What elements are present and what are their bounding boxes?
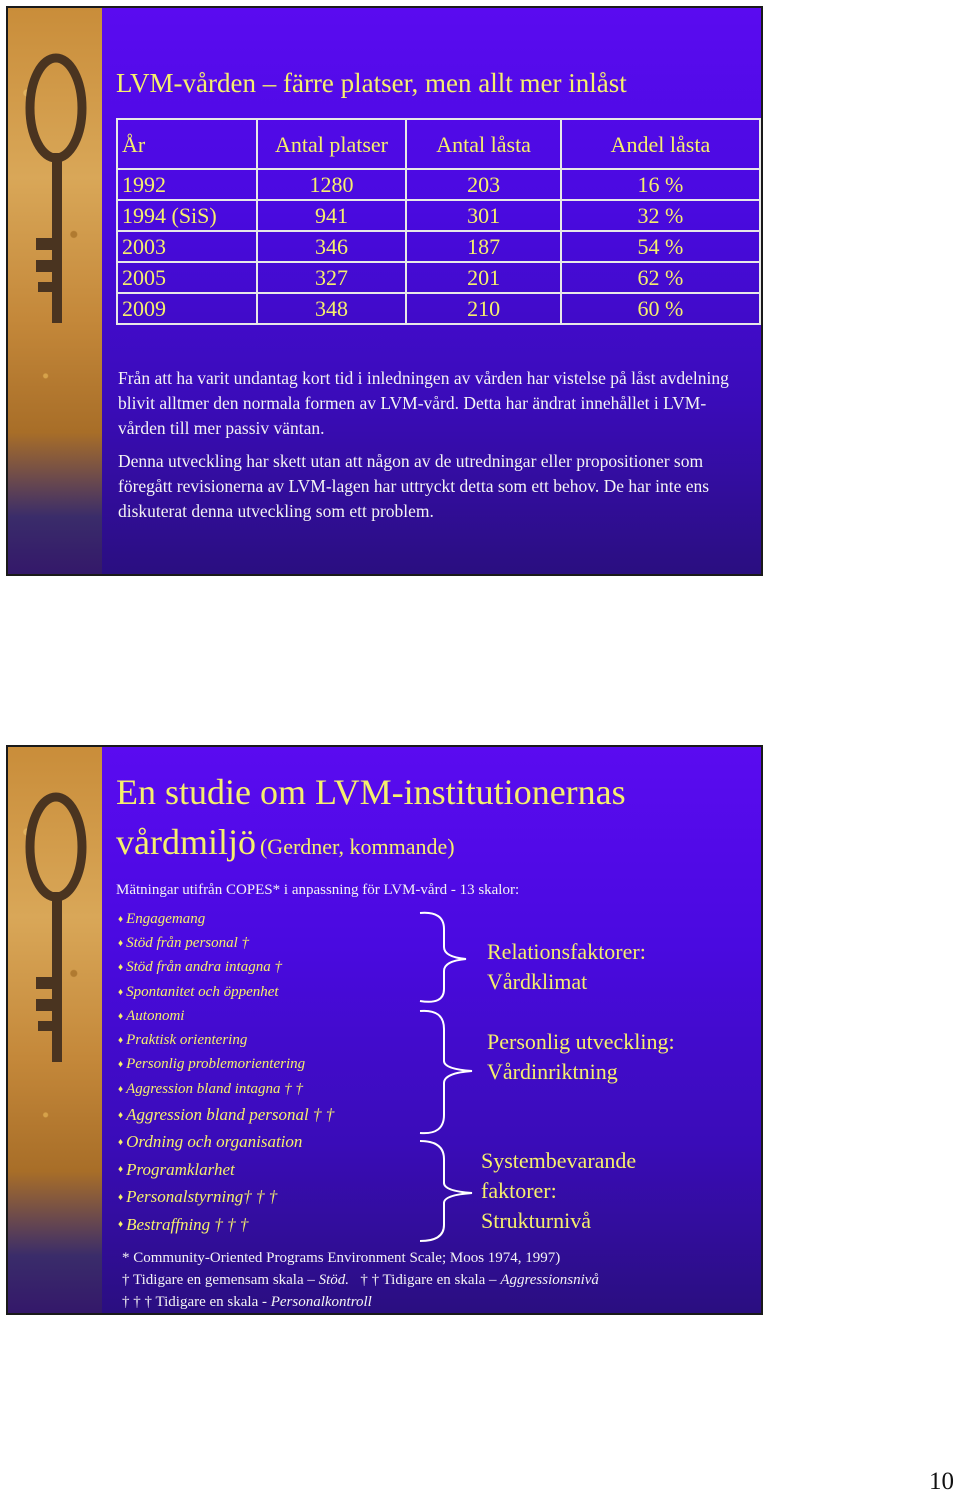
diamond-bullet-icon: ♦ [118,913,124,925]
table-row [117,169,760,200]
cell-share: 54 % [561,231,760,262]
scale-label: Ordning och organisation [126,1132,303,1152]
group-relational [487,937,646,997]
footnote-copes: * Community-Oriented Programs Environment Scale; Moos 1974, 1997) [122,1250,561,1266]
scale-label: Autonomi [126,1007,185,1024]
diamond-bullet-icon: ♦ [118,1136,124,1148]
scale-label: Stöd från andra intagna † [126,959,282,976]
diamond-bullet-icon: ♦ [118,1164,124,1176]
scale-label: Bestraffning † † † [126,1214,249,1234]
curly-brace-icon [416,907,476,1007]
group-system-maintenance [481,1146,636,1236]
cell-year: 2009 [117,293,257,324]
diamond-bullet-icon: ♦ [118,937,124,949]
curly-brace-icon [416,1137,476,1247]
list-item [118,956,334,980]
cell-year: 2005 [117,262,257,293]
scale-label: Personlig problemorientering [126,1056,306,1073]
footnotes [122,1247,599,1313]
paragraph-locked-care: Från att ha varit undantag kort tid i inledningen av vården har vistelse på låst avdelning blivit alltmer den normala formen av LVM-vård. Detta har ändrat innehållet i LVM-vården till mer passiv väntan. [118,368,729,438]
footnote-italic: Aggressionsnivå [500,1272,599,1288]
diamond-bullet-icon: ♦ [118,986,124,998]
table-row [117,293,760,324]
footnote-dagger-3 [122,1291,599,1313]
scale-label: Programklarhet [126,1159,235,1179]
footnote-italic: Stöd. [318,1272,350,1288]
placements-table [116,118,761,325]
diamond-bullet-icon: ♦ [118,1109,124,1121]
scale-label: Personalstyrning† † † [126,1187,278,1207]
list-item [118,907,334,931]
cell-locked: 203 [406,169,561,200]
group-label: faktorer: [481,1178,557,1203]
list-item [118,1101,334,1128]
header-year: År [117,119,257,169]
footnote-text: † Tidigare en gemensam skala – [122,1272,319,1288]
cell-year: 1994 (SiS) [117,200,257,231]
diamond-bullet-icon: ♦ [118,1191,124,1203]
cell-places: 346 [257,231,407,262]
diamond-bullet-icon: ♦ [118,1035,124,1047]
curly-brace-icon [416,1005,476,1140]
scale-label: Stöd från personal † [126,934,250,951]
diamond-bullet-icon: ♦ [118,1219,124,1231]
footnote-text: † † Tidigare en skala – [360,1272,501,1288]
cell-locked: 210 [406,293,561,324]
key-image-strip [8,747,102,1313]
scale-label: Engagemang [126,910,206,927]
table-row [117,262,760,293]
footnote-dagger-1 [122,1269,599,1291]
scale-label: Aggression bland personal † † [126,1105,335,1125]
list-item [118,931,334,955]
list-item [118,980,334,1004]
scale-label: Praktisk orientering [126,1032,248,1049]
slide-2-title [116,767,626,875]
group-label: Vårdinriktning [487,1059,618,1084]
cell-locked: 301 [406,200,561,231]
group-label: Vårdklimat [487,969,588,994]
cell-places: 348 [257,293,407,324]
cell-locked: 201 [406,262,561,293]
scale-label: Aggression bland intagna † † [126,1080,304,1097]
slide-2 [6,745,763,1315]
cell-places: 1280 [257,169,407,200]
group-label: Strukturnivå [481,1208,591,1233]
group-personal-development [487,1027,675,1087]
slide-1-title: LVM-vården – färre platser, men allt mer inlåst [116,68,627,98]
footnote-text: † † † Tidigare en skala - [122,1294,271,1310]
list-item [118,1053,334,1077]
cell-share: 16 % [561,169,760,200]
slide-1 [6,6,763,576]
cell-locked: 187 [406,231,561,262]
cell-year: 2003 [117,231,257,262]
key-icon [8,8,102,576]
cell-year: 1992 [117,169,257,200]
diamond-bullet-icon: ♦ [118,1059,124,1071]
page-number: 10 [929,1468,954,1495]
cell-share: 62 % [561,262,760,293]
list-item [118,1184,334,1211]
diamond-bullet-icon: ♦ [118,962,124,974]
key-image-strip [8,8,102,574]
cell-places: 327 [257,262,407,293]
list-item [118,1211,334,1238]
list-item [118,1077,334,1101]
scale-list [118,907,334,1238]
cell-places: 941 [257,200,407,231]
measurements-intro: Mätningar utifrån COPES* i anpassning för LVM-vård - 13 skalor: [116,882,520,898]
key-icon [8,747,102,1315]
group-label: Relationsfaktorer: [487,939,646,964]
footnote-italic: Personalkontroll [270,1294,372,1310]
list-item [118,1129,334,1156]
diamond-bullet-icon: ♦ [118,1010,124,1022]
title-line-1: En studie om LVM-institutionernas [116,772,626,812]
header-locked: Antal låsta [406,119,561,169]
title-line-2: vårdmiljö [116,822,256,862]
table-row [117,200,760,231]
header-share-locked: Andel låsta [561,119,760,169]
list-item [118,1028,334,1052]
table-header-row [117,119,760,169]
scale-label: Spontanitet och öppenhet [126,983,279,1000]
title-citation: (Gerdner, kommande) [259,834,455,859]
list-item [118,1004,334,1028]
header-places: Antal platser [257,119,407,169]
cell-share: 60 % [561,293,760,324]
list-item [118,1156,334,1183]
table-row [117,231,760,262]
group-label: Systembevarande [481,1148,637,1173]
paragraph-development: Denna utveckling har skett utan att någon av de utredningar eller propositioner som föregått revisionerna av LVM-lagen har uttryckt detta som ett behov. De har inte ens diskuterat denna utveckling som ett problem. [118,451,710,521]
diamond-bullet-icon: ♦ [118,1083,124,1095]
cell-share: 32 % [561,200,760,231]
group-label: Personlig utveckling: [487,1029,675,1054]
